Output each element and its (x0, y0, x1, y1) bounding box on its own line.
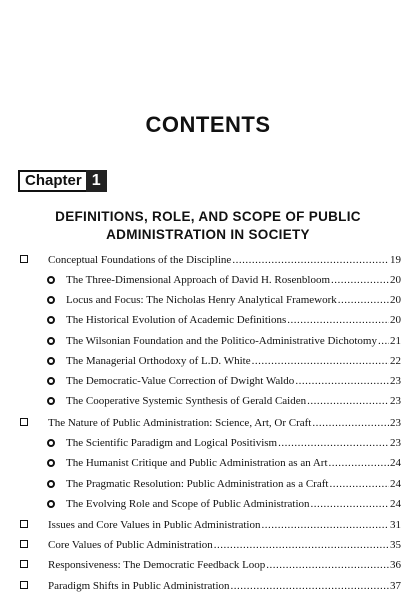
toc-section-entry (0, 413, 416, 433)
toc-entry-title: The Managerial Orthodoxy of L.D. White (66, 355, 251, 367)
toc-page-number: 22 (390, 355, 401, 367)
toc-subsection-entry (0, 494, 416, 514)
toc-section-entry (0, 535, 416, 555)
square-bullet-icon (20, 520, 28, 528)
dot-leader (311, 494, 390, 514)
toc-entry-title: Locus and Focus: The Nicholas Henry Analytical Framework (66, 294, 337, 306)
toc-entry-title: Paradigm Shifts in Public Administration (48, 580, 230, 592)
square-bullet-icon (20, 255, 28, 263)
dot-leader (329, 474, 389, 494)
toc-entry-title: The Nature of Public Administration: Science, Art, Or Craft (48, 417, 312, 429)
toc-subsection-entry (0, 351, 416, 371)
toc-subsection-entry (0, 474, 416, 494)
toc-subsection-entry (0, 270, 416, 290)
toc-page-number: 37 (390, 580, 401, 592)
toc-page-number: 36 (390, 559, 401, 571)
toc-page-number: 31 (390, 519, 401, 531)
toc-entry-title: Responsiveness: The Democratic Feedback Loop (48, 559, 266, 571)
toc-page-number: 24 (390, 457, 401, 469)
circle-bullet-icon (47, 397, 55, 405)
toc-entry-title: Issues and Core Values in Public Administration (48, 519, 261, 531)
toc-section-entry (0, 576, 416, 596)
circle-bullet-icon (47, 377, 55, 385)
toc-entry-title: The Historical Evolution of Academic Definitions (66, 314, 287, 326)
circle-bullet-icon (47, 276, 55, 284)
toc-page-number: 20 (390, 294, 401, 306)
dot-leader (231, 576, 390, 596)
toc-page-number: 24 (390, 478, 401, 490)
dot-leader (287, 310, 389, 330)
circle-bullet-icon (47, 500, 55, 508)
dot-leader (307, 391, 389, 411)
toc-entry-title: The Three-Dimensional Approach of David H. Rosenbloom (66, 274, 331, 286)
toc-page-number: 21 (390, 335, 401, 347)
toc-entry-title: Conceptual Foundations of the Discipline (48, 254, 232, 266)
chapter-number: 1 (86, 170, 107, 192)
toc-entry-title: The Wilsonian Foundation and the Politico-Administrative Dichotomy (66, 335, 377, 347)
dot-leader (329, 453, 389, 473)
toc-subsection-entry (0, 331, 416, 351)
dot-leader (214, 535, 389, 555)
square-bullet-icon (20, 418, 28, 426)
toc-section-entry (0, 250, 416, 270)
dot-leader (295, 371, 389, 391)
chapter-title: DEFINITIONS, ROLE, AND SCOPE OF PUBLIC ADMINISTRATION IN SOCIETY (55, 209, 361, 242)
circle-bullet-icon (47, 439, 55, 447)
dot-leader (261, 515, 389, 535)
dot-leader (378, 331, 389, 351)
circle-bullet-icon (47, 316, 55, 324)
toc-page-number: 24 (390, 498, 401, 510)
toc-page-number: 35 (390, 539, 401, 551)
toc-subsection-entry (0, 391, 416, 411)
dot-leader (331, 270, 389, 290)
dot-leader (312, 413, 389, 433)
toc-section-entry (0, 555, 416, 575)
toc-page-number: 19 (390, 254, 401, 266)
circle-bullet-icon (47, 296, 55, 304)
circle-bullet-icon (47, 459, 55, 467)
contents-heading: CONTENTS (145, 112, 271, 137)
toc-section-entry (0, 515, 416, 535)
toc-page-number: 20 (390, 274, 401, 286)
toc-subsection-entry (0, 371, 416, 391)
toc-entry-title: The Scientific Paradigm and Logical Positivism (66, 437, 278, 449)
dot-leader (278, 433, 389, 453)
chapter-badge (18, 170, 107, 192)
circle-bullet-icon (47, 337, 55, 345)
dot-leader (266, 555, 389, 575)
toc-page-number: 23 (390, 417, 401, 429)
circle-bullet-icon (47, 357, 55, 365)
toc-entry-title: The Humanist Critique and Public Administration as an Art (66, 457, 328, 469)
toc-subsection-entry (0, 290, 416, 310)
toc-entry-title: The Evolving Role and Scope of Public Administration (66, 498, 310, 510)
square-bullet-icon (20, 581, 28, 589)
dot-leader (338, 290, 389, 310)
toc-subsection-entry (0, 453, 416, 473)
toc-entry-title: The Pragmatic Resolution: Public Administration as a Craft (66, 478, 329, 490)
chapter-label: Chapter (18, 170, 86, 192)
toc-entry-title: The Democratic-Value Correction of Dwight Waldo (66, 375, 295, 387)
toc-entry-title: The Cooperative Systemic Synthesis of Gerald Caiden (66, 395, 307, 407)
circle-bullet-icon (47, 480, 55, 488)
dot-leader (252, 351, 389, 371)
square-bullet-icon (20, 540, 28, 548)
toc-page-number: 23 (390, 437, 401, 449)
toc-page-number: 20 (390, 314, 401, 326)
dot-leader (232, 250, 389, 270)
toc-subsection-entry (0, 310, 416, 330)
toc-page-number: 23 (390, 375, 401, 387)
toc-subsection-entry (0, 433, 416, 453)
toc-page-number: 23 (390, 395, 401, 407)
square-bullet-icon (20, 560, 28, 568)
toc-entry-title: Core Values of Public Administration (48, 539, 213, 551)
